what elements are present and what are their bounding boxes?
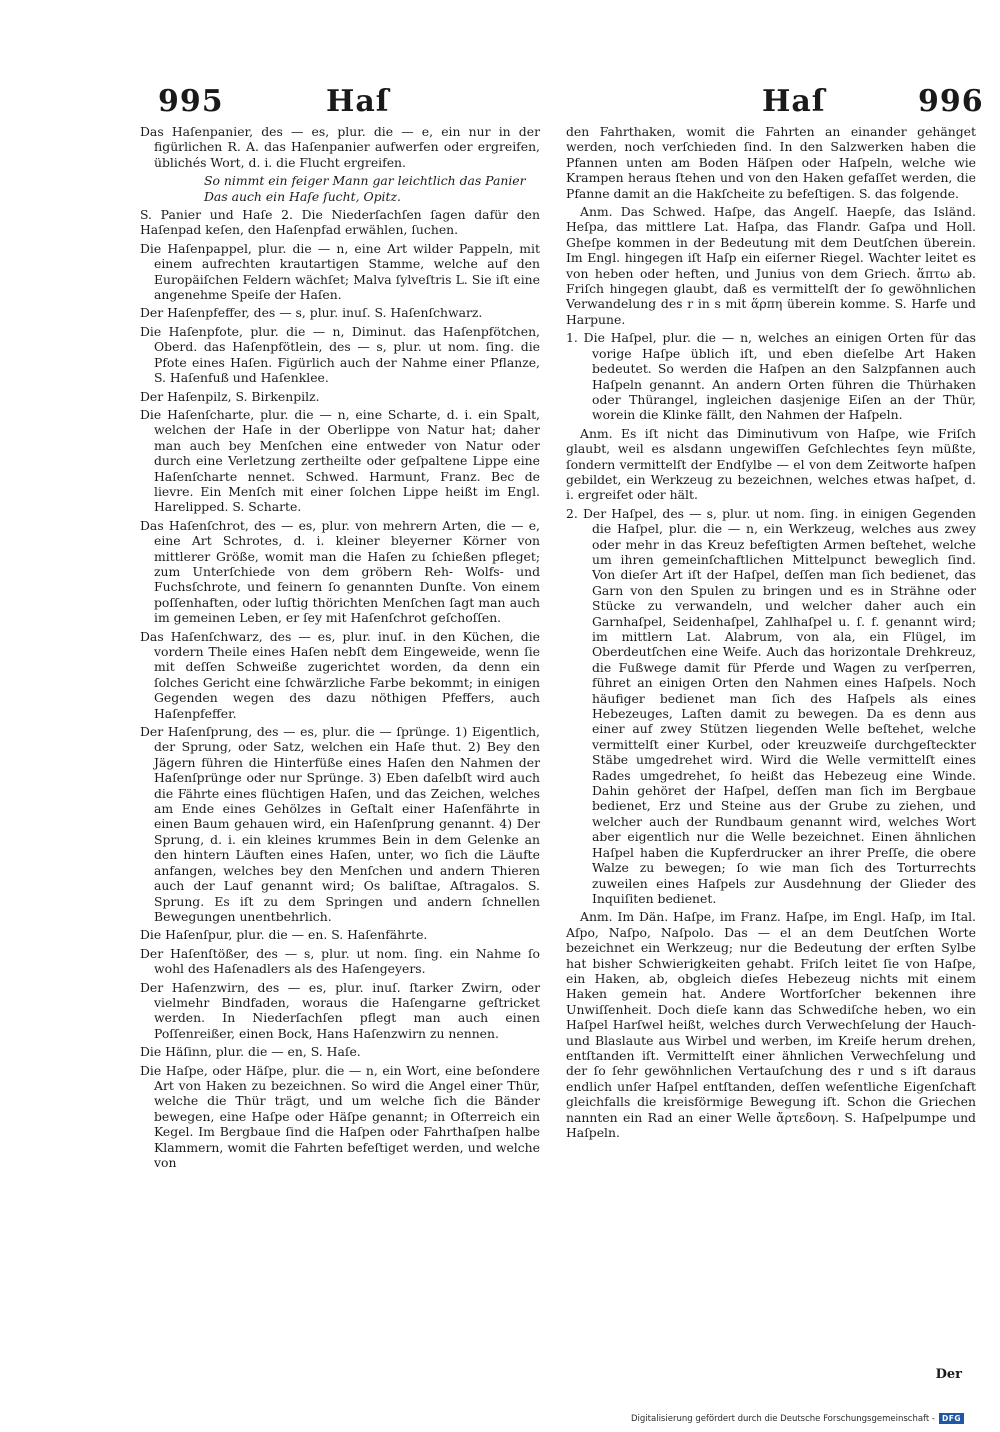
entry-continuation: S. Panier und Haſe 2. Die Niederſachſen ſagen dafür den Haſenpad keſen, den Haſenpfad erwählen, ſuchen. bbox=[140, 207, 540, 238]
entry-hasenpanier: Das Haſenpanier, des — es, plur. die — e, ein nur in der figürlichen R. A. das Haſenpanier aufwerfen oder ergreifen, üblichés Wort, d. i. die Flucht ergreifen. bbox=[140, 124, 540, 170]
entry-hasenschrot: Das Haſenſchrot, des — es, plur. von mehrern Arten, die — e, eine Art Schrotes, d. i. kleiner bleyerner Körner von mittlerer Größe, womit man die Haſen zu ſchießen pfleget; zum Unterſchiede von dem gröbern Reh- Wolfs- und Fuchsſchrote, und feinern ſo genannten Dunſte. Von einem poſſenhaften, oder luſtig thörichten Menſchen ſagt man auch im gemeinen Leben, er ſey mit Haſenſchrot geſchoſſen. bbox=[140, 517, 540, 626]
entry-hasenpfeffer: Der Haſenpfeffer, des — s, plur. inuſ. S. Haſenſchwarz. bbox=[140, 305, 483, 321]
entry-hasenpilz: Der Haſenpilz, S. Birkenpilz. bbox=[140, 388, 320, 404]
entry-hasensprung: Der Haſenſprung, des — es, plur. die — ſprünge. 1) Eigentlich, der Sprung, oder Satz, welchen ein Haſe thut. 2) Bey den Jägern führen die Hinterfüße eines Haſen den Nahmen der Haſenſprünge oder nur Sprünge. 3) Eben daſelbſt wird auch die Fährte eines flüchtigen Haſen, und das Zeichen, welches am Ende eines Gehölzes in Geſtalt einer Haſenfährte in einen Baum gehauen wird, ein Haſenſprung genannt. 4) Der Sprung, d. i. ein kleines krummes Bein in dem Gelenke an den hintern Läuften eines Haſen, unter, wo ſich die Läufte anfangen, welches bey den Menſchen und andern Thieren auch der Lauf genannt wird; Os baliſtae, Aſtragalos. S. Sprung. Es iſt zu dem Springen und andern ſchnellen Bewegungen unentbehrlich. bbox=[140, 724, 540, 924]
etymology-note: Anm. Es iſt nicht das Diminutivum von Haſpe, wie Friſch glaubt, weil es alsdann ungewiſſen Geſchlechtes ſeyn müßte, ſondern vermittelſt der Endſylbe — el von dem Zeitworte haſpen gebildet, ein Werkzeug zu bezeichnen, welches etwas haſpet, d. i. ergreifet oder hält. bbox=[566, 425, 976, 503]
etymology-note: Anm. Das Schwed. Haſpe, das Angelſ. Haepſe, das Isländ. Heſpa, das mittlere Lat. Haſpa, das Flandr. Gaſpa und Holl. Gheſpe kommen in der Bedeutung mit dem Deutſchen überein. Im Engl. hingegen iſt Haſp ein eiſerner Riegel. Wachter leitet es von heben oder heften, und Junius von dem Griech. ἅπτω ab. Friſch hingegen glaubt, daß es vermittelſt der ſo gewöhnlichen Verwandelung des r in s mit ἅρπη überein komme. S. Harfe und Harpune. bbox=[566, 204, 976, 327]
page-number-right: 996 bbox=[918, 84, 984, 119]
quote-line: So nimmt ein feiger Mann gar leichtlich das Panier bbox=[204, 173, 526, 189]
catchword: Der bbox=[935, 1367, 962, 1382]
entry-hasenstoesser: Der Haſenſtößer, des — s, plur. ut nom. ſing. ein Nahme ſo wohl des Haſenadlers als des Haſengeyers. bbox=[140, 945, 540, 977]
entry-haspel-1: 1. Die Haſpel, plur. die — n, welches an einigen Orten für das vorige Haſpe üblich iſt, und eben dieſelbe Art Haken bedeutet. So werden die Haſpen an den Salzpfannen auch Haſpeln genannt. An andern Orten führen die Thürhaken oder Thürangel, ingleichen dasjenige Eiſen an der Thür, worein die Klinke fällt, den Nahmen der Haſpeln. bbox=[566, 330, 976, 423]
entry-hasenzwirn: Der Haſenzwirn, des — es, plur. inuſ. ſtarker Zwirn, oder vielmehr Bindfaden, woraus die Haſengarne geſtricket werden. In Niederſachſen pflegt man auch einen Poſſenreißer, einen Bock, Hans Haſenzwirn zu nennen. bbox=[140, 979, 540, 1041]
entry-continuation: den Fahrthaken, womit die Fahrten an einander gehänget werden, noch verſchieden ſind. In den Salzwerken haben die Pfannen unten am Boden Häſpen oder Haſpeln, welche wie Krampen heraus ſtehen und von den Haken gefaſſet werden, die Pfanne damit an die Hakſcheite zu befeſtigen. S. das folgende. bbox=[566, 124, 976, 201]
entry-haspel-2: 2. Der Haſpel, des — s, plur. ut nom. ſing. in einigen Gegenden die Haſpel, plur. die — n, ein Werkzeug, welches aus zwey oder mehr in das Kreuz befeſtigten Armen beſtehet, welche um ihren gemeinſchaftlichen Mittelpunct beweglich ſind. Von dieſer Art iſt der Haſpel, deſſen man ſich bedienet, das Garn von den Spulen zu bringen und es in Strähne oder Stücke zu verwandeln, und welcher daher auch ein Garnhaſpel, Seidenhaſpel, Zahlhaſpel u. ſ. f. genannt wird; im mittlern Lat. Alabrum, von ala, ein Flügel, im Oberdeutſchen eine Weife. Auch das horizontale Drehkreuz, die Fußwege damit für Pferde und Wagen zu verſperren, führet an einigen Orten den Nahmen eines Haſpels. Noch häufiger bedienet man ſich des Haſpels als eines Hebezeuges, Laſten damit zu bewegen. Da es denn aus einer auf zwey Stützen liegenden Welle beſtehet, welche vermittelſt einer Kurbel, oder kreuzweiſe durchgeſteckter Stäbe umgedrehet wird. Wird die Welle vermittelſt eines Rades umgedrehet, ſo heißt das Hebezeug eine Winde. Dahin gehöret der Haſpel, deſſen man ſich im Bergbaue bedienet, Erz und Steine aus der Grube zu ziehen, und welcher auch der Rundbaum genannt wird, welches Wort aber eigentlich nur die Welle bezeichnet. Einen ähnlichen Haſpel haben die Kupferdrucker an ihrer Preſſe, die obere Walze zu bewegen; ſo wie man ſich des Torturrechts zuweilen eines Haſpels zur Ausdehnung der Glieder des Inquiſiten bedienet. bbox=[566, 505, 976, 906]
footer-credit bbox=[631, 1413, 964, 1424]
entry-hasenpappel: Die Haſenpappel, plur. die — n, eine Art wilder Pappeln, mit einem aufrechten krautartigen Stamme, welche auf den Europäiſchen Feldern wächſet; Malva ſylveſtris L. Sie iſt eine angenehme Speiſe der Haſen. bbox=[140, 240, 540, 303]
entry-haspe: Die Haſpe, oder Häſpe, plur. die — n, ein Wort, eine beſondere Art von Haken zu bezeichnen. So wird die Angel einer Thür, welche die Thür trägt, und um welche ſich die Bänder bewegen, eine Haſpe oder Häſpe genannt; in Oſterreich ein Kegel. Im Bergbaue ſind die Haſpen oder Fahrthaſpen halbe Klammern, womit die Fahrten befeſtiget werden, und welche von bbox=[140, 1062, 540, 1170]
footer-text: Digitalisierung gefördert durch die Deutsche Forschungsgemeinschaft - bbox=[631, 1413, 935, 1424]
running-head-right: Haſ bbox=[762, 84, 826, 119]
right-column bbox=[566, 124, 976, 1143]
entry-hasenscharte: Die Haſenſcharte, plur. die — n, eine Scharte, d. i. ein Spalt, welchen der Haſe in der Oberlippe von Natur hat; daher man auch bey Menſchen eine entweder von Natur oder durch eine Verletzung zertheilte oder geſpaltene Lippe eine Haſenſcharte nennet. Schwed. Harmunt, Franz. Bec de lievre. Ein Menſch mit einer ſolchen Lippe heißt im Engl. Harelipped. S. Scharte. bbox=[140, 406, 540, 515]
etymology-note: Anm. Im Dän. Haſpe, im Franz. Haſpe, im Engl. Haſp, im Ital. Aſpo, Naſpo, Naſpolo. Das — el an dem Deutſchen Worte bezeichnet ein Werkzeug; nur die Bedeutung der erſten Sylbe hat bisher Schwierigkeiten gehabt. Friſch leitet ſie von Haſpe, ein Haken, ab, obgleich dieſes Hebezeug nichts mit einem Haken gemein hat. Andere Wortforſcher bekennen ihre Unwiſſenheit. Doch dieſe kann das Schwediſche heben, wo ein Haſpel Harſwel heißt, welches durch Verwechſelung der Hauch- und Blaslaute aus Wirbel und werben, im Kreiſe herum drehen, entſtanden iſt. Vermittelſt einer ähnlichen Verwechſelung und der ſo ſehr gewöhnlichen Vertauſchung des r und s iſt daraus endlich unſer Haſpel entſtanden, deſſen weſentliche Eigenſchaft gleichfalls die kreisförmige Bewegung iſt. Schon die Griechen nannten ein Rad an einer Welle ἄρτεδονη. S. Haſpelpumpe und Haſpeln. bbox=[566, 909, 976, 1140]
entry-hasenpfote: Die Haſenpfote, plur. die — n, Diminut. das Haſenpfötchen, Oberd. das Haſenpfötlein, des — s, plur. ut nom. ſing. die Pfote eines Haſen. Figürlich auch der Nahme einer Pflanze, S. Haſenfuß und Haſenklee. bbox=[140, 323, 540, 386]
quote-line: Das auch ein Haſe ſucht, Opitz. bbox=[204, 188, 401, 204]
page-number-left: 995 bbox=[158, 84, 224, 119]
entry-haesinn: Die Häſinn, plur. die — en, S. Haſe. bbox=[140, 1044, 361, 1060]
running-head-left: Haſ bbox=[326, 84, 390, 119]
dfg-logo: DFG bbox=[939, 1413, 964, 1424]
entry-hasenspur: Die Haſenſpur, plur. die — en. S. Haſenfährte. bbox=[140, 927, 428, 943]
left-column bbox=[140, 124, 540, 1173]
entry-hasenschwarz: Das Haſenſchwarz, des — es, plur. inuſ. in den Küchen, die vordern Theile eines Haſen nebſt dem Eingeweide, wenn ſie mit deſſen Schweiße zugerichtet worden, da denn ein ſolches Gericht eine ſchwärzliche Farbe bekommt; in einigen Gegenden wegen des dazu nöthigen Pfeffers, auch Haſenpfeffer. bbox=[140, 628, 540, 721]
